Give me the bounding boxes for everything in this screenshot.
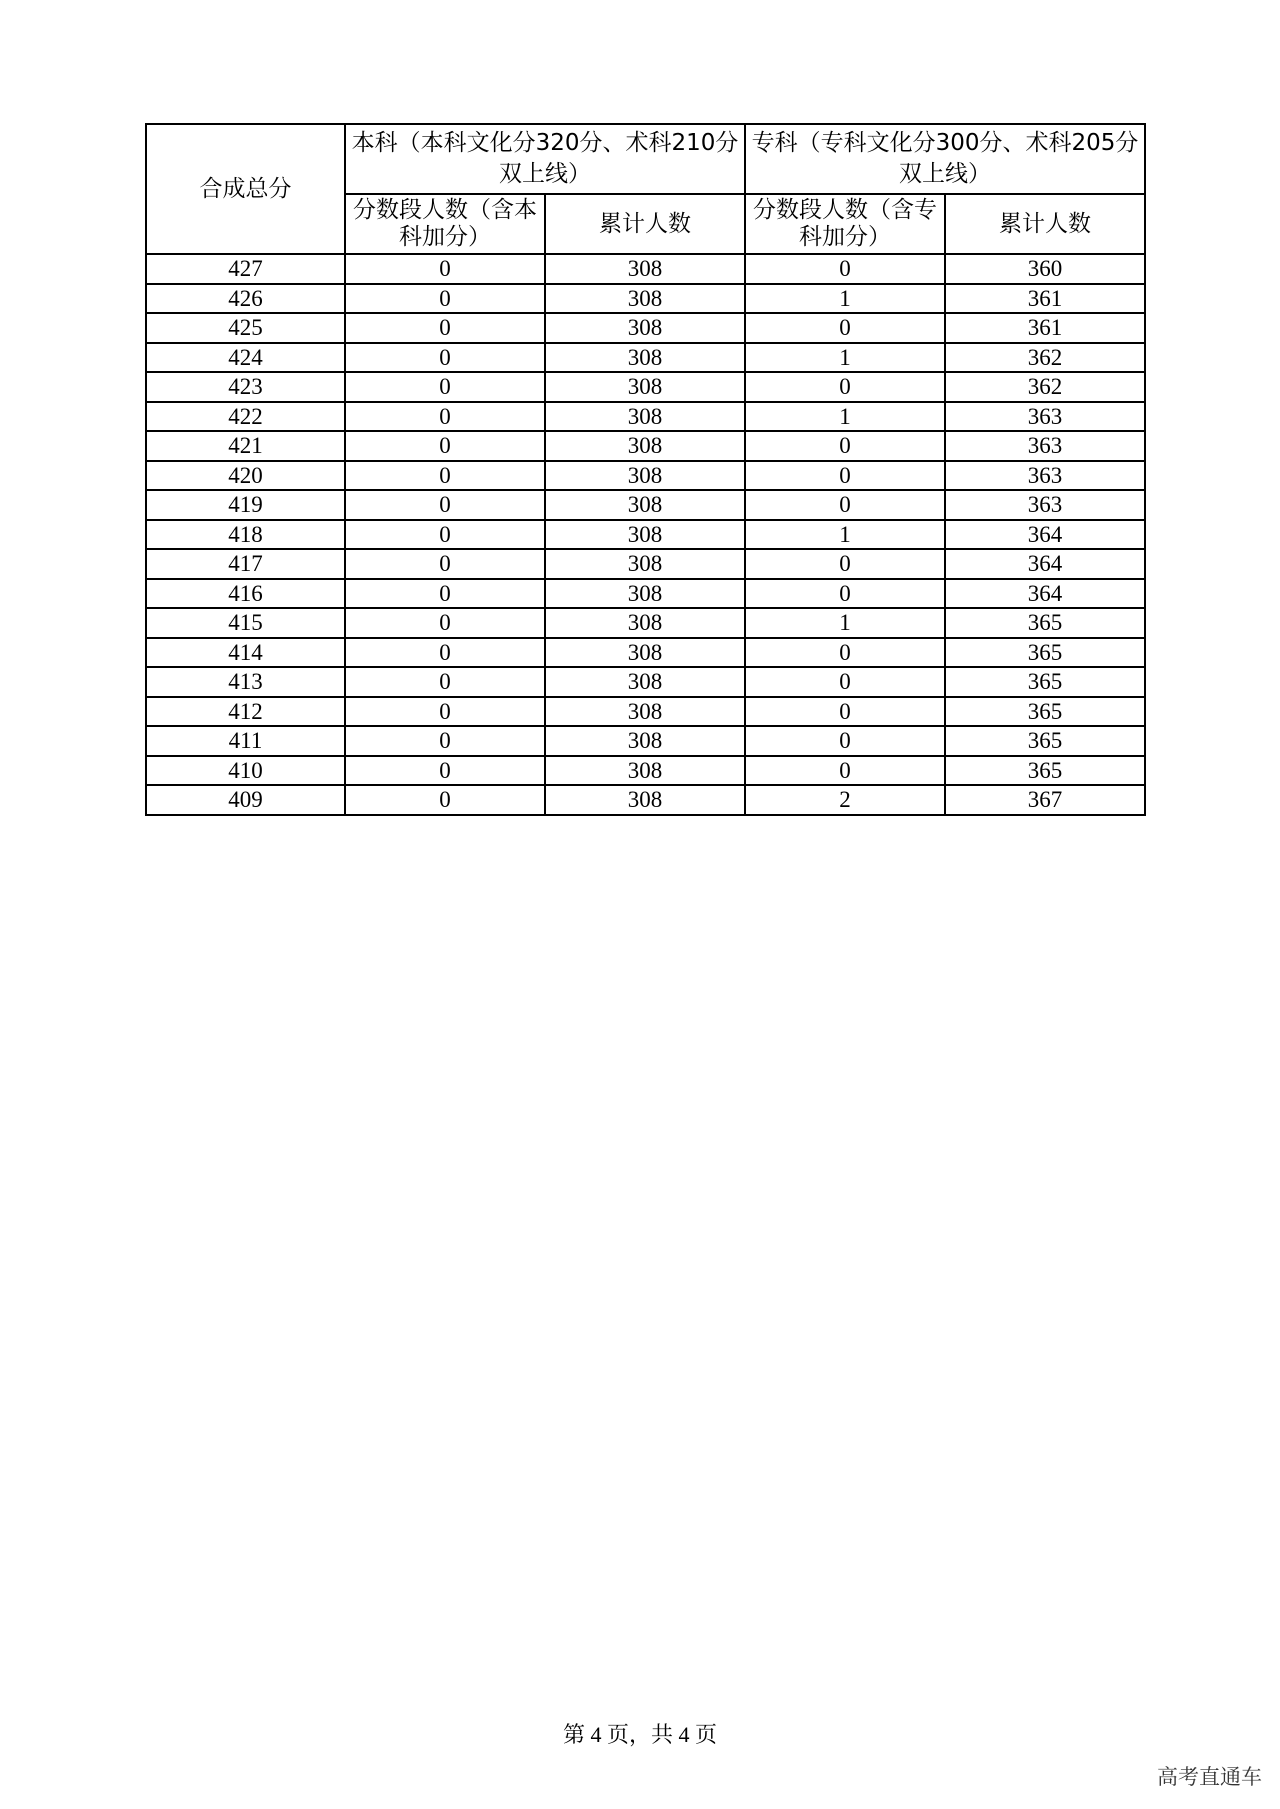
cell-undergrad-cumulative: 308: [545, 431, 745, 461]
cell-undergrad-cumulative: 308: [545, 490, 745, 520]
cell-undergrad-cumulative: 308: [545, 284, 745, 314]
header-junior-cumulative: 累计人数: [945, 194, 1145, 254]
cell-undergrad-count: 0: [345, 372, 545, 402]
cell-undergrad-cumulative: 308: [545, 638, 745, 668]
cell-total-score: 427: [146, 254, 345, 284]
table-row: [146, 431, 1145, 461]
cell-undergrad-cumulative: 308: [545, 372, 745, 402]
cell-junior-cumulative: 364: [945, 520, 1145, 550]
cell-total-score: 420: [146, 461, 345, 491]
cell-total-score: 411: [146, 726, 345, 756]
table-row: [146, 549, 1145, 579]
watermark-text: 高考直通车: [1157, 1765, 1262, 1789]
cell-junior-count: 0: [745, 638, 945, 668]
header-junior-college-title: 专科（专科文化分300分、术科205分双上线）: [751, 130, 1139, 187]
cell-undergrad-count: 0: [345, 490, 545, 520]
cell-junior-count: 2: [745, 785, 945, 815]
cell-total-score: 426: [146, 284, 345, 314]
table-row: [146, 520, 1145, 550]
cell-junior-cumulative: 361: [945, 313, 1145, 343]
cell-junior-count: 0: [745, 756, 945, 786]
cell-undergrad-cumulative: 308: [545, 756, 745, 786]
cell-junior-cumulative: 364: [945, 549, 1145, 579]
cell-undergrad-count: 0: [345, 726, 545, 756]
table-row: [146, 402, 1145, 432]
cell-undergrad-count: 0: [345, 667, 545, 697]
table-row: [146, 343, 1145, 373]
table-row: [146, 579, 1145, 609]
cell-undergrad-count: 0: [345, 284, 545, 314]
table-body: [146, 254, 1145, 815]
cell-junior-count: 1: [745, 284, 945, 314]
cell-junior-count: 0: [745, 697, 945, 727]
header-total-score: 合成总分: [146, 124, 345, 254]
table-row: [146, 667, 1145, 697]
cell-junior-cumulative: 365: [945, 726, 1145, 756]
cell-junior-cumulative: 364: [945, 579, 1145, 609]
table-row: [146, 461, 1145, 491]
cell-total-score: 417: [146, 549, 345, 579]
cell-junior-cumulative: 360: [945, 254, 1145, 284]
cell-junior-cumulative: 362: [945, 372, 1145, 402]
cell-undergrad-cumulative: 308: [545, 461, 745, 491]
cell-junior-count: 1: [745, 402, 945, 432]
cell-undergrad-cumulative: 308: [545, 785, 745, 815]
cell-undergrad-count: 0: [345, 461, 545, 491]
cell-junior-count: 1: [745, 608, 945, 638]
header-junior-college-group: [745, 124, 1145, 194]
table-row: [146, 785, 1145, 815]
cell-undergrad-count: 0: [345, 756, 545, 786]
cell-junior-count: 0: [745, 372, 945, 402]
cell-total-score: 416: [146, 579, 345, 609]
cell-junior-count: 1: [745, 343, 945, 373]
table-row: [146, 638, 1145, 668]
cell-total-score: 413: [146, 667, 345, 697]
cell-junior-cumulative: 365: [945, 667, 1145, 697]
cell-total-score: 415: [146, 608, 345, 638]
cell-undergrad-cumulative: 308: [545, 667, 745, 697]
cell-undergrad-count: 0: [345, 579, 545, 609]
cell-junior-cumulative: 365: [945, 638, 1145, 668]
cell-undergrad-count: 0: [345, 785, 545, 815]
cell-junior-cumulative: 365: [945, 756, 1145, 786]
cell-junior-cumulative: 365: [945, 697, 1145, 727]
cell-junior-count: 0: [745, 313, 945, 343]
table-row: [146, 726, 1145, 756]
cell-junior-count: 0: [745, 490, 945, 520]
cell-undergrad-count: 0: [345, 313, 545, 343]
cell-total-score: 421: [146, 431, 345, 461]
cell-undergrad-count: 0: [345, 520, 545, 550]
cell-total-score: 409: [146, 785, 345, 815]
cell-undergrad-cumulative: 308: [545, 402, 745, 432]
cell-undergrad-cumulative: 308: [545, 579, 745, 609]
cell-undergrad-count: 0: [345, 638, 545, 668]
cell-undergrad-count: 0: [345, 549, 545, 579]
cell-undergrad-cumulative: 308: [545, 726, 745, 756]
cell-total-score: 423: [146, 372, 345, 402]
cell-junior-cumulative: 362: [945, 343, 1145, 373]
cell-junior-count: 0: [745, 726, 945, 756]
page-footer: 第 4 页，共 4 页: [562, 1722, 717, 1747]
cell-junior-count: 1: [745, 520, 945, 550]
header-undergrad-cumulative: 累计人数: [545, 194, 745, 254]
table-row: [146, 756, 1145, 786]
cell-junior-count: 0: [745, 579, 945, 609]
cell-junior-cumulative: 363: [945, 431, 1145, 461]
cell-undergrad-cumulative: 308: [545, 313, 745, 343]
cell-total-score: 412: [146, 697, 345, 727]
cell-total-score: 410: [146, 756, 345, 786]
table-row: [146, 254, 1145, 284]
table-row: [146, 490, 1145, 520]
table-row: [146, 697, 1145, 727]
cell-total-score: 414: [146, 638, 345, 668]
header-undergrad-count: 分数段人数（含本科加分）: [345, 194, 545, 254]
cell-junior-cumulative: 361: [945, 284, 1145, 314]
cell-junior-count: 0: [745, 254, 945, 284]
cell-junior-cumulative: 363: [945, 402, 1145, 432]
cell-junior-cumulative: 365: [945, 608, 1145, 638]
cell-junior-cumulative: 363: [945, 490, 1145, 520]
cell-undergrad-count: 0: [345, 343, 545, 373]
cell-total-score: 419: [146, 490, 345, 520]
header-undergrad-group: [345, 124, 745, 194]
cell-junior-count: 0: [745, 431, 945, 461]
cell-undergrad-count: 0: [345, 697, 545, 727]
cell-undergrad-count: 0: [345, 402, 545, 432]
cell-junior-count: 0: [745, 461, 945, 491]
cell-undergrad-cumulative: 308: [545, 549, 745, 579]
cell-junior-cumulative: 363: [945, 461, 1145, 491]
cell-total-score: 422: [146, 402, 345, 432]
cell-undergrad-count: 0: [345, 431, 545, 461]
cell-undergrad-cumulative: 308: [545, 608, 745, 638]
header-junior-count: 分数段人数（含专科加分）: [745, 194, 945, 254]
cell-junior-cumulative: 367: [945, 785, 1145, 815]
cell-total-score: 418: [146, 520, 345, 550]
cell-undergrad-cumulative: 308: [545, 343, 745, 373]
table-row: [146, 284, 1145, 314]
cell-undergrad-count: 0: [345, 608, 545, 638]
cell-undergrad-count: 0: [345, 254, 545, 284]
table-row: [146, 313, 1145, 343]
cell-junior-count: 0: [745, 667, 945, 697]
cell-total-score: 424: [146, 343, 345, 373]
table-row: [146, 608, 1145, 638]
cell-undergrad-cumulative: 308: [545, 697, 745, 727]
cell-undergrad-cumulative: 308: [545, 254, 745, 284]
cell-total-score: 425: [146, 313, 345, 343]
score-table: [145, 123, 1146, 816]
cell-undergrad-cumulative: 308: [545, 520, 745, 550]
cell-junior-count: 0: [745, 549, 945, 579]
table-row: [146, 372, 1145, 402]
header-undergrad-title: 本科（本科文化分320分、术科210分双上线）: [351, 130, 739, 187]
